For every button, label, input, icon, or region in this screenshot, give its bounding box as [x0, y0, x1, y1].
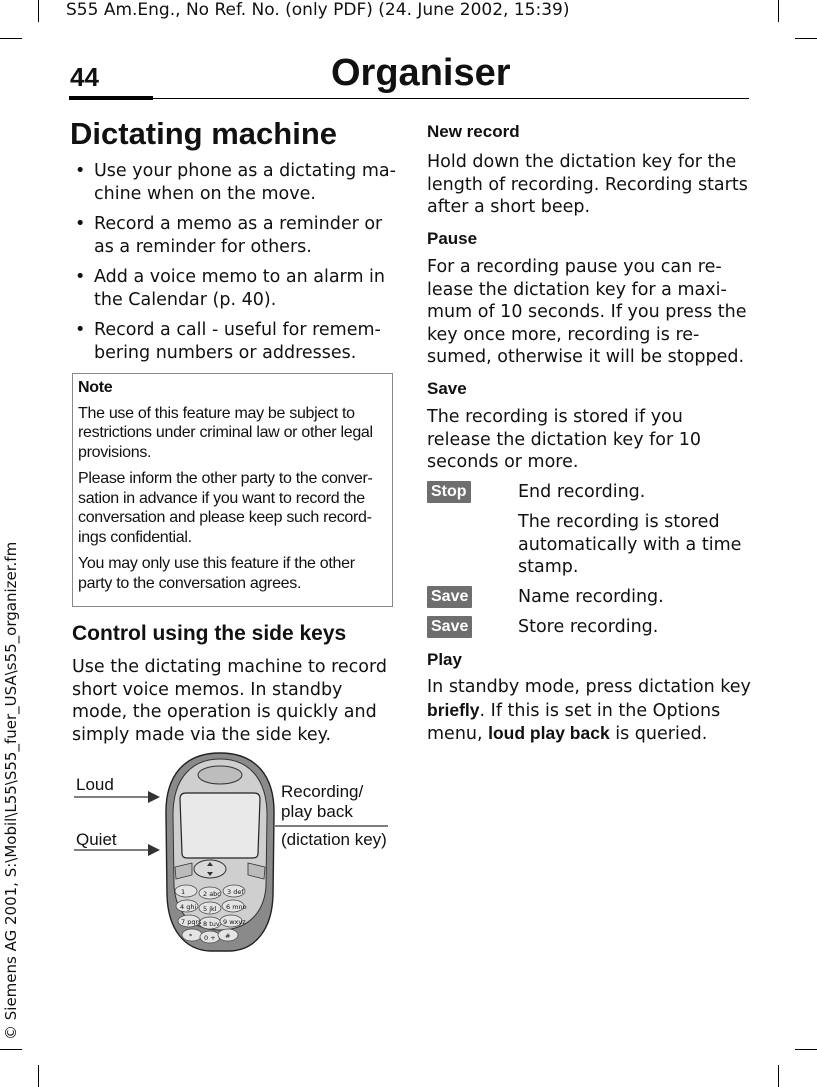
crop-mark: [0, 1049, 22, 1050]
crop-mark: [38, 0, 39, 22]
softkey-desc: Name recording.: [518, 587, 664, 607]
new-record-title: New record: [427, 122, 520, 141]
crop-mark: [795, 1049, 817, 1050]
crop-mark: [0, 38, 22, 39]
key-label: 1: [181, 888, 186, 896]
softkey-row: [427, 616, 757, 638]
header-rule: [69, 98, 749, 99]
note-title: Note: [78, 379, 113, 396]
control-text: Use the dictating machine to record short voice memos. In standby mode, the operation is quickly and simply made via the side key.: [72, 657, 387, 745]
key-label: 0 +: [204, 934, 216, 942]
section-title: Dictating machine: [70, 116, 337, 151]
key-label: 8 tuv: [203, 920, 220, 928]
label-dictation-key: (dictation key): [281, 830, 387, 849]
softkey-row: [427, 481, 757, 503]
bullet-list: [72, 160, 397, 372]
play-bold-loud-play-back: loud play back: [488, 723, 610, 743]
key-label: 7 pqrs: [181, 918, 202, 926]
softkey-save-badge: Save: [427, 586, 472, 608]
play-title: Play: [427, 650, 462, 669]
crop-mark: [778, 0, 779, 22]
bullet-item: • Add a voice memo to an alarm in the Calendar (p. 40).: [72, 266, 397, 311]
softkey-stop-badge: Stop: [427, 481, 471, 503]
key-label: 3 def: [227, 888, 244, 896]
key-label: 6 mno: [226, 903, 247, 911]
running-head: S55 Am.Eng., No Ref. No. (only PDF) (24. June 2002, 15:39): [66, 0, 570, 20]
softkey-row: [427, 586, 757, 608]
crop-mark: [778, 1065, 779, 1087]
key-label: *: [189, 932, 193, 940]
note-paragraph: Please inform the other party to the conver-sation in advance if you want to record the conversation and please keep such record-ings confidential.: [78, 470, 373, 546]
note-paragraph: The use of this feature may be subject to restrictions under criminal law or other legal provisions.: [78, 404, 373, 461]
crop-mark: [38, 1065, 39, 1087]
control-title: Control using the side keys: [72, 622, 347, 645]
key-label: 9 wxyz: [223, 918, 246, 926]
header-rule-thick: [69, 96, 153, 100]
page-number: 44: [70, 62, 99, 92]
play-text-part: In standby mode, press dictation key: [427, 677, 751, 697]
key-label: 4 ghi: [180, 903, 197, 911]
key-label: 5 jkl: [203, 905, 217, 913]
key-label: #: [225, 932, 231, 940]
play-text-part: . If this is set in the Options menu,: [427, 700, 721, 744]
bullet-item: • Record a call - useful for remem-bering numbers or addresses.: [72, 319, 397, 364]
new-record-text: Hold down the dictation key for the length of recording. Recording starts after a short beep.: [427, 152, 748, 217]
play-bold-briefly: briefly: [427, 699, 480, 720]
bullet-item: • Record a memo as a reminder or as a reminder for others.: [72, 213, 397, 258]
softkey-desc: End recording.: [518, 482, 646, 502]
save-text: The recording is stored if you release the dictation key for 10 seconds or more.: [427, 407, 702, 472]
crop-mark: [795, 38, 817, 39]
softkey-save-badge: Save: [427, 616, 472, 638]
page-title: Organiser: [331, 52, 511, 94]
phone-illustration: [70, 745, 400, 960]
softkey-desc: The recording is stored automatically with a time stamp.: [518, 512, 742, 577]
softkey-desc: Store recording.: [518, 617, 659, 637]
note-box: [72, 373, 393, 607]
bullet-item: • Use your phone as a dictating ma-chine when on the move.: [72, 160, 397, 205]
play-text: [427, 676, 752, 746]
note-paragraph: You may only use this feature if the other party to the conversation agrees.: [78, 555, 355, 592]
key-label: 2 abc: [203, 890, 221, 898]
label-loud: Loud: [76, 775, 114, 794]
sidebar-copyright: © Siemens AG 2001, S:\Mobil\L55\S55_fuer_USA\s55_organizer.fm: [2, 541, 20, 1040]
pause-text: For a recording pause you can re-lease the dictation key for a maxi-mum of 10 seconds. If you press the key once more, recording is re-sumed, otherwise it will be stopped.: [427, 257, 747, 367]
save-title: Save: [427, 379, 467, 398]
play-text-part: is queried.: [609, 724, 708, 744]
label-recording: Recording/: [281, 782, 364, 801]
pause-title: Pause: [427, 229, 478, 248]
label-playback: play back: [281, 802, 353, 821]
label-quiet: Quiet: [76, 830, 117, 849]
